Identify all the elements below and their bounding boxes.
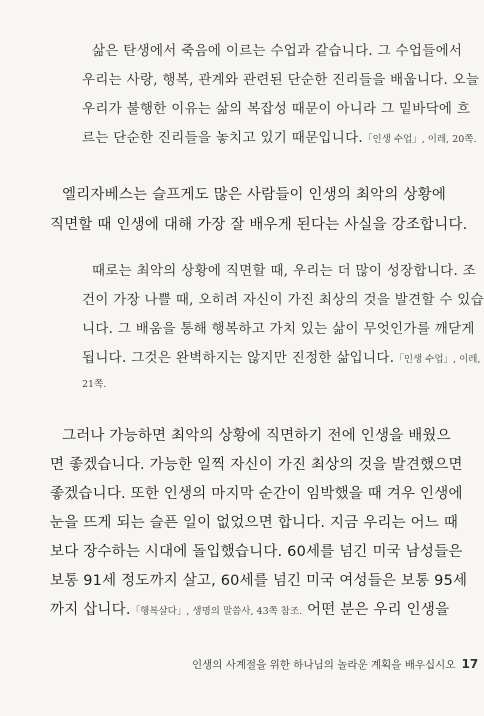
body-line-3: 좋겠습니다. 또한 인생의 마지막 순간이 임박했을 때 겨우 인생에 bbox=[50, 486, 463, 502]
quote1-line-4 bbox=[82, 129, 476, 149]
body-line-1: 그러나 가능하면 최악의 상황에 직면하기 전에 인생을 배웠으 bbox=[62, 428, 451, 444]
quote2-line-1: 때로는 최악의 상황에 직면할 때, 우리는 더 많이 성장합니다. 조 bbox=[92, 263, 477, 279]
quote1-line-1: 삶은 탄생에서 죽음에 이르는 수업과 같습니다. 그 수업들에서 bbox=[92, 43, 463, 59]
body-line-6: 보통 91세 정도까지 살고, 60세를 넘긴 미국 여성들은 보통 95세 bbox=[50, 573, 468, 589]
quote1-line-3: 우리가 불행한 이유는 삶의 복잡성 때문이 아니라 그 밑바닥에 흐 bbox=[82, 101, 471, 117]
quote1-line-4-text: 르는 단순한 진리들을 놓치고 있기 때문입니다. bbox=[82, 130, 364, 146]
statement-line-1: 엘리자베스는 슬프게도 많은 사람들이 인생의 최악의 상황에 bbox=[62, 187, 447, 203]
body-line-7 bbox=[50, 601, 449, 621]
page-number: 17 bbox=[461, 657, 479, 671]
quote2-line-4 bbox=[82, 349, 480, 369]
statement-line-2: 직면할 때 인생에 대해 가장 잘 배우게 된다는 사실을 강조합니다. bbox=[50, 217, 468, 233]
quote2-citation-b: 21쪽. bbox=[82, 379, 107, 390]
body-line-4: 눈을 뜨게 되는 슬픈 일이 없었으면 합니다. 지금 우리는 어느 때 bbox=[50, 515, 459, 531]
body-line-7-text: 까지 삽니다. bbox=[50, 602, 131, 618]
body-line-5: 보다 장수하는 시대에 돌입했습니다. 60세를 넘긴 미국 남성들은 bbox=[50, 544, 463, 560]
quote2-line-2: 건이 가장 나쁠 때, 오히려 자신이 가진 최상의 것을 발견할 수 있습 bbox=[82, 292, 484, 308]
body-citation: 「행복살다」, 생명의 말씀사, 43쪽 참조. bbox=[130, 606, 303, 617]
quote1-citation: 「인생 수업」, 이레, 20쪽. bbox=[363, 134, 477, 145]
quote2-line-4-text: 됩니다. 그것은 완벽하지는 않지만 진정한 삶입니다. bbox=[82, 350, 395, 366]
body-line-7-tail: 어떤 분은 우리 인생을 bbox=[307, 602, 450, 618]
running-title: 인생의 사계절을 위한 하나님의 놀라운 계획을 배우십시오 bbox=[192, 659, 456, 671]
quote2-citation-a: 「인생 수업」, 이레, bbox=[394, 354, 481, 365]
quote2-line-3: 니다. 그 배움을 통해 행복하고 가치 있는 삶이 무엇인가를 깨닫게 bbox=[82, 321, 475, 337]
quote1-line-2: 우리는 사랑, 행복, 관계와 관련된 단순한 진리들을 배웁니다. 오늘 bbox=[82, 72, 480, 88]
body-line-2: 면 좋겠습니다. 가능한 일찍 자신이 가진 최상의 것을 발견했으면 bbox=[50, 457, 463, 473]
page-footer bbox=[192, 657, 478, 672]
